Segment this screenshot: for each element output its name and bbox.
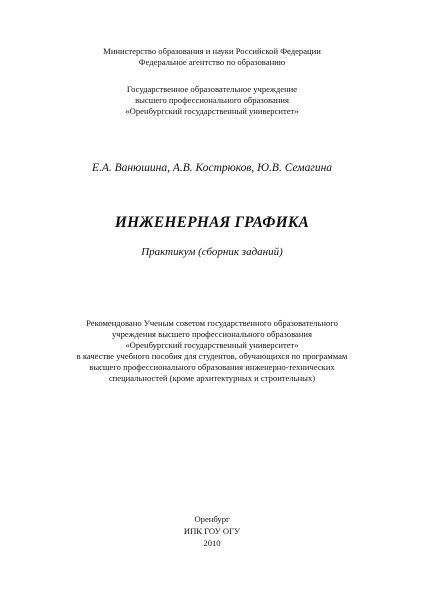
agency-line: Федеральное агентство по образованию <box>138 57 286 67</box>
authors <box>0 161 424 175</box>
document-title <box>0 214 424 232</box>
title-text: ИНЖЕНЕРНАЯ ГРАФИКА <box>114 214 310 231</box>
publication-year: 2010 <box>203 538 221 548</box>
institution-line: высшего профессионального образования <box>135 95 289 105</box>
recommendation-line: высшего профессионального образования инженерно-технических <box>89 362 335 372</box>
publisher-name: ИПК ГОУ ОГУ <box>183 526 241 536</box>
publisher-info <box>0 513 424 549</box>
university-name: «Оренбургский государственный университет» <box>125 106 299 116</box>
subtitle-text: Практикум (сборник заданий) <box>141 246 283 258</box>
ministry-line: Министерство образования и науки Российской Федерации <box>103 46 321 56</box>
document-subtitle <box>0 246 424 259</box>
publisher-city: Оренбург <box>194 514 230 524</box>
recommendation-statement <box>0 318 424 384</box>
institution-line: Государственное образовательное учреждение <box>126 84 298 94</box>
ministry-header <box>0 46 424 68</box>
recommendation-line: учреждения высшего профессионального образования <box>112 329 312 339</box>
recommendation-line: Рекомендовано Ученым советом государственного образовательного <box>86 318 338 328</box>
recommendation-line: «Оренбургский государственный университет» <box>125 340 299 350</box>
recommendation-line: в качестве учебного пособия для студентов, обучающихся по программам <box>76 351 348 361</box>
authors-line: Е.А. Ванюшина, А.В. Кострюков, Ю.В. Семагина <box>91 162 333 174</box>
recommendation-line: специальностей (кроме архитектурных и строительных) <box>108 373 316 383</box>
institution-header <box>0 84 424 117</box>
